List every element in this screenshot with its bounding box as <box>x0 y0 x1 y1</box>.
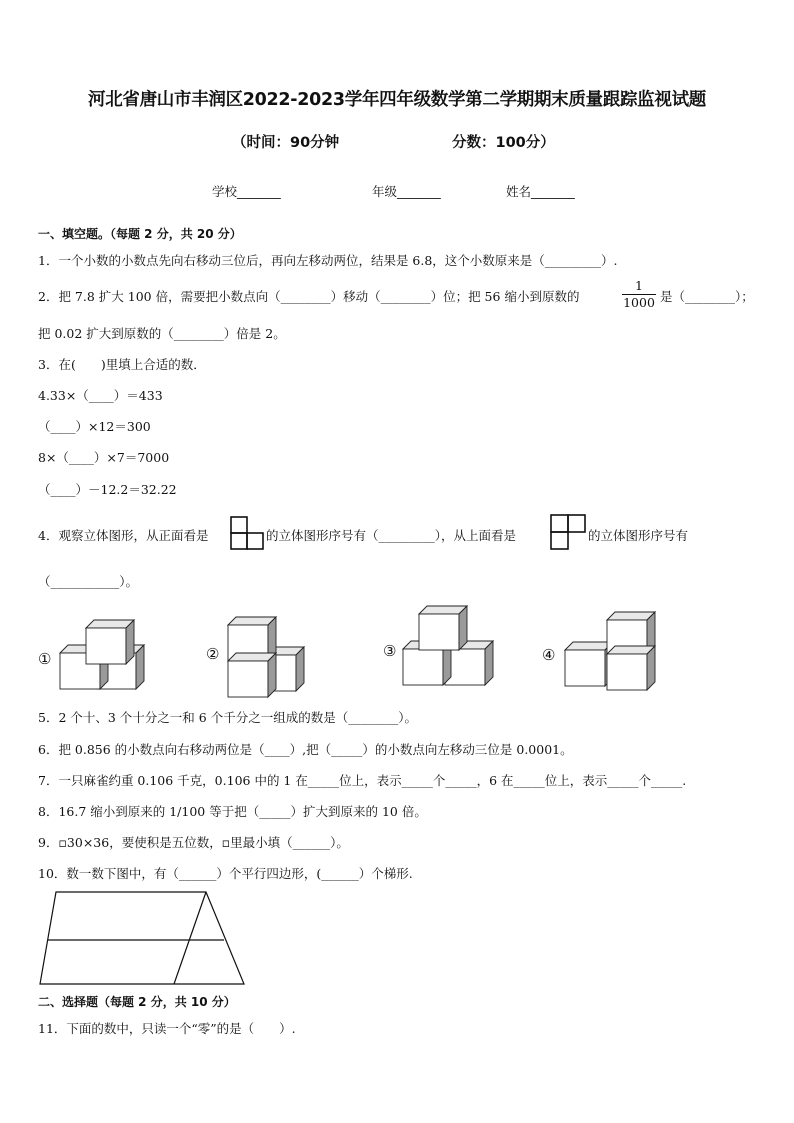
page-title: 河北省唐山市丰润区2022-2023学年四年级数学第二学期期末质量跟踪监视试题 <box>88 90 706 110</box>
figure-4-cubes <box>565 612 655 690</box>
grade-field: 年级_______ <box>372 184 441 199</box>
front-view-icon <box>230 516 264 550</box>
question-9: 9．▫30×36，要使积是五位数，▫里最小填（______）。 <box>38 835 349 850</box>
figure-label-3: ③ <box>383 642 397 660</box>
question-8: 8．16.7 缩小到原来的 1/100 等于把（_____）扩大到原来的 10 倍。 <box>38 804 427 819</box>
question-3-stem: 3．在( )里填上合适的数． <box>38 357 206 372</box>
question-10: 10．数一数下图中，有（______）个平行四边形，(______）个梯形. <box>38 866 413 881</box>
cube-figures <box>0 600 794 700</box>
question-3-item-4: （____）－12.2＝32.22 <box>38 482 177 497</box>
question-1: 1．一个小数的小数点先向右移动三位后，再向左移动两位，结果是 6.8，这个小数原来是（_________）. <box>38 253 618 268</box>
figure-3-cubes <box>403 606 493 685</box>
fraction-denominator: 1000 <box>623 295 655 310</box>
fraction-numerator: 1 <box>622 278 656 295</box>
question-4-part-b: 的立体图形序号有（_________），从上面看是 <box>266 528 517 543</box>
figure-label-2: ② <box>206 645 220 663</box>
name-field: 姓名_______ <box>506 184 575 199</box>
question-3-item-1: 4.33×（____）＝433 <box>38 388 163 403</box>
question-4-line2: （___________）。 <box>38 574 139 589</box>
figure-1-cubes <box>60 620 144 689</box>
question-3-item-3: 8×（____）×7＝7000 <box>38 450 170 465</box>
time-label: （时间：90分钟 <box>232 135 340 151</box>
top-view-icon <box>550 514 586 550</box>
school-field: 学校_______ <box>212 184 281 199</box>
question-3-item-2: （____）×12＝300 <box>38 419 151 434</box>
question-4-part-c: 的立体图形序号有 <box>588 528 689 543</box>
question-5: 5．2 个十、3 个十分之一和 6 个千分之一组成的数是（________）。 <box>38 710 417 725</box>
section1-heading: 一、填空题。（每题 2 分，共 20 分） <box>38 227 242 241</box>
question-2-part-a: 2．把 7.8 扩大 100 倍，需要把小数点向（________）移动（________）位；把 56 缩小到原数的 <box>38 289 580 304</box>
question-7: 7．一只麻雀约重 0.106 千克，0.106 中的 1 在_____位上，表示_____个_____，6 在_____位上，表示_____个_____. <box>38 773 687 788</box>
trapezoid-figure <box>36 888 250 988</box>
question-6: 6．把 0.856 的小数点向右移动两位是（____）,把（_____）的小数点向左移动三位是 0.0001。 <box>38 742 573 757</box>
figure-2-cubes <box>228 617 304 697</box>
figure-label-4: ④ <box>542 646 556 664</box>
question-2-part-b: 是（________）； <box>660 289 754 304</box>
question-2-line2: 把 0.02 扩大到原数的（________）倍是 2。 <box>38 326 286 341</box>
section2-heading: 二、选择题（每题 2 分，共 10 分） <box>38 995 236 1009</box>
fraction-1-1000 <box>622 278 656 311</box>
question-4-part-a: 4．观察立体图形，从正面看是 <box>38 528 209 543</box>
question-11: 11．下面的数中，只读一个“零”的是（ ）. <box>38 1021 296 1036</box>
figure-label-1: ① <box>38 650 52 668</box>
score-label: 分数：100分） <box>452 135 555 151</box>
